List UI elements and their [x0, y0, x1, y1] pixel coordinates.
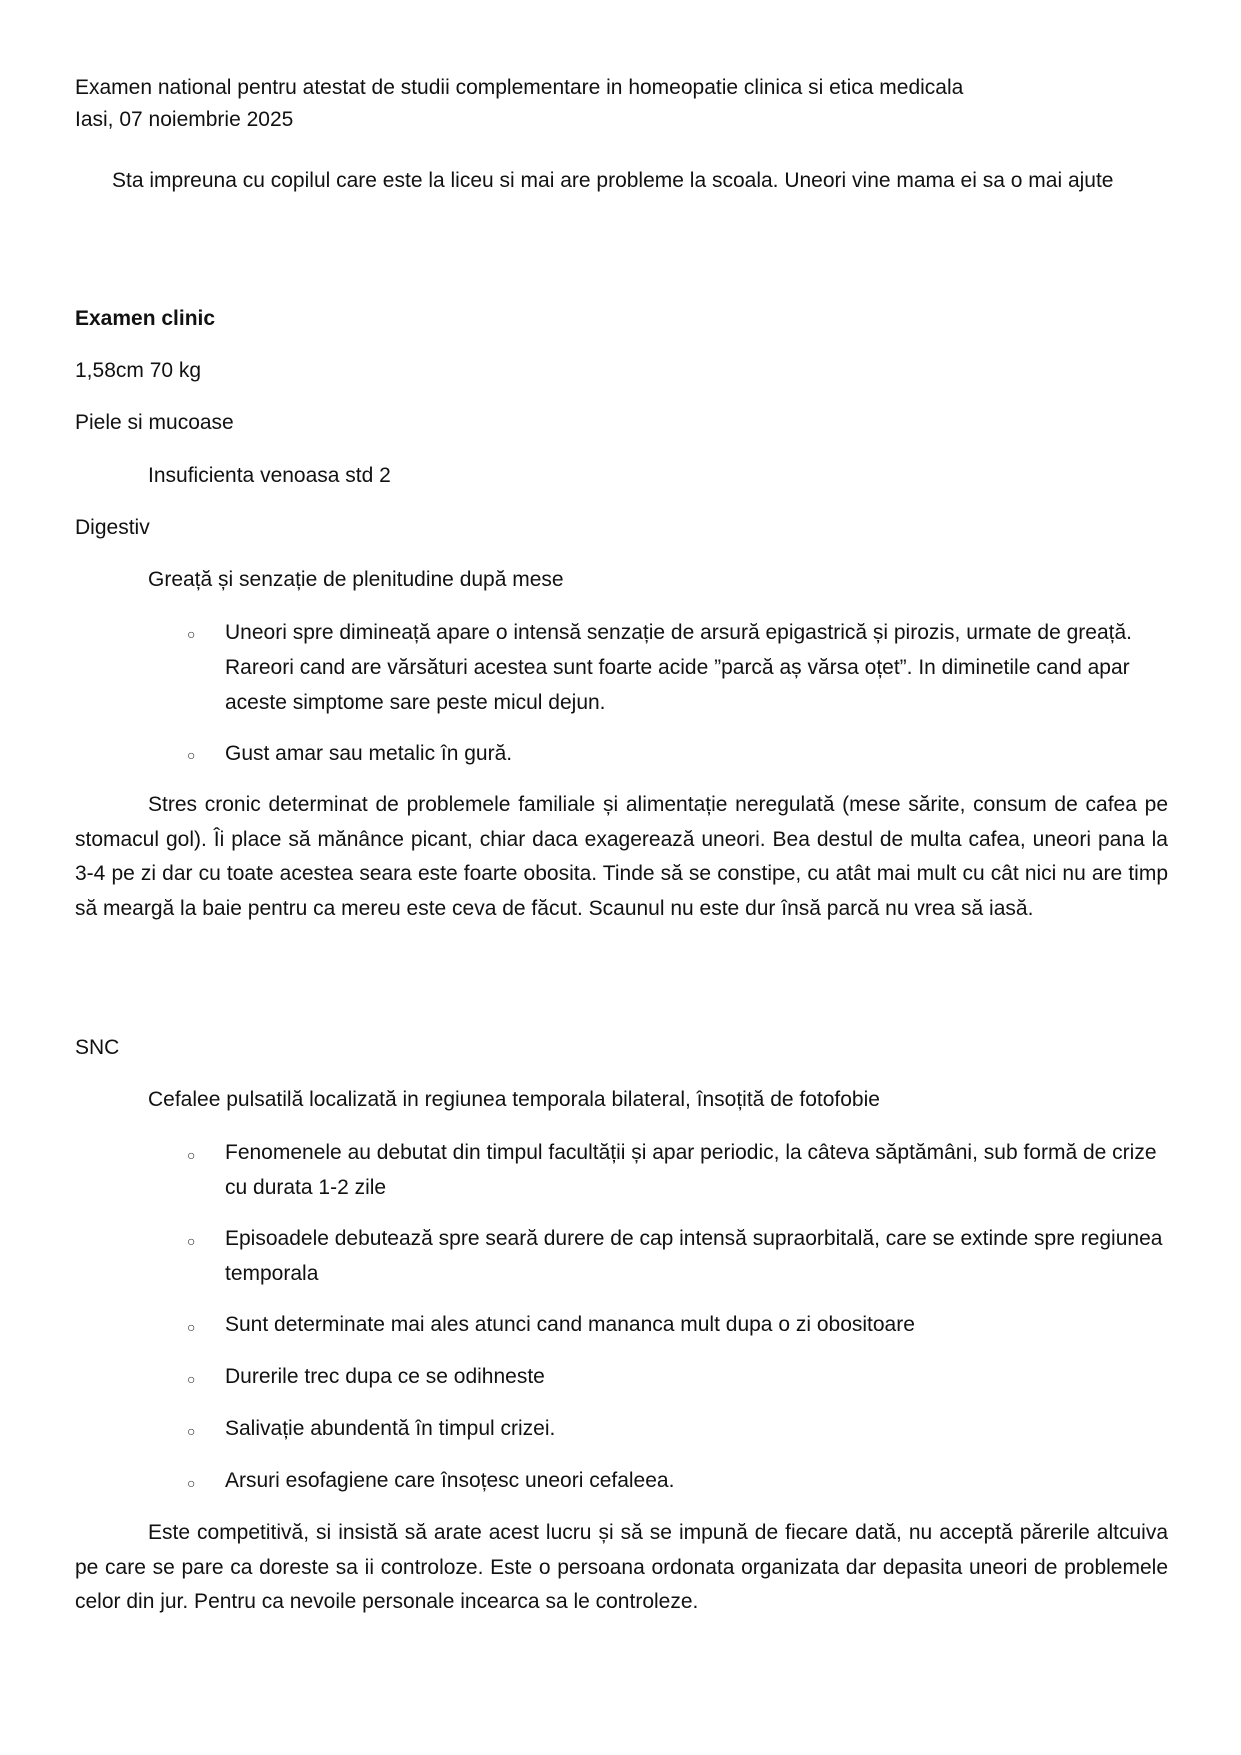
cns-bullet: Salivație abundentă în timpul crizei.: [225, 1417, 556, 1440]
cns-bullet: Sunt determinate mai ales atunci cand mananca mult dupa o zi obositoare: [225, 1313, 915, 1336]
bullet-circle-icon: ○: [187, 1233, 196, 1249]
digestive-bullet: Gust amar sau metalic în gură.: [225, 742, 513, 765]
digestive-bullet: Uneori spre dimineață apare o intensă senzație de arsură epigastrică și pirozis, urmate de greață. Rareori cand are vărsături acestea sunt foarte acide ”parcă aș vărsa oțet”. In diminetile cand apar aceste simptome sare peste micul dejun.: [225, 621, 1132, 714]
bullet-circle-icon: ○: [187, 1475, 196, 1491]
document-title: Examen national pentru atestat de studii complementare in homeopatie clinica si etica medicala: [75, 76, 964, 99]
cns-bullet: Arsuri esofagiene care însoțesc uneori cefaleea.: [225, 1469, 675, 1492]
digestive-label: Digestiv: [75, 516, 150, 539]
cns-label: SNC: [75, 1036, 120, 1059]
cns-subheading: Cefalee pulsatilă localizată in regiunea temporala bilateral, însoțită de fotofobie: [148, 1088, 880, 1111]
digestive-subheading: Greață și senzație de plenitudine după mese: [148, 568, 564, 591]
bullet-circle-icon: ○: [187, 1319, 196, 1335]
intro-paragraph: Sta impreuna cu copilul care este la liceu si mai are probleme la scoala. Uneori vine mama ei sa o mai ajute: [112, 169, 1114, 192]
bullet-circle-icon: ○: [187, 747, 196, 763]
skin-label: Piele si mucoase: [75, 411, 234, 434]
personality-paragraph: Este competitivă, si insistă să arate acest lucru și să se impună de fiecare dată, nu acceptă părerile altcuiva pe care se pare ca doreste sa ii controloze. Este o persoana ordonata organizata dar depasita uneori de problemele celor din jur. Pentru ca nevoile personale incearca sa le controleze.: [75, 1521, 1168, 1613]
section-heading-examen-clinic: Examen clinic: [75, 307, 216, 330]
cns-bullet: Fenomenele au debutat din timpul facultății și apar periodic, la câteva săptămâni, sub formă de crize cu durata 1-2 zile: [225, 1141, 1157, 1199]
bullet-circle-icon: ○: [187, 1371, 196, 1387]
bullet-circle-icon: ○: [187, 1423, 196, 1439]
cns-bullet: Durerile trec dupa ce se odihneste: [225, 1365, 545, 1388]
bullet-circle-icon: ○: [187, 626, 196, 642]
measurements: 1,58cm 70 kg: [75, 359, 202, 382]
place-date: Iasi, 07 noiembrie 2025: [75, 108, 294, 131]
digestive-paragraph: Stres cronic determinat de problemele familiale și alimentație neregulată (mese sărite, consum de cafea pe stomacul gol). Îi place să mănânce picant, chiar daca exagerează uneori. Bea destul de multa cafea, uneori pana la 3-4 pe zi dar cu toate acestea seara este foarte obosita. Tinde să se constipe, cu atât mai mult cu cât nici nu are timp să meargă la baie pentru ca mereu este ceva de făcut. Scaunul nu este dur însă parcă nu vrea să iasă.: [75, 793, 1168, 920]
bullet-circle-icon: ○: [187, 1147, 196, 1163]
cns-bullet: Episoadele debutează spre seară durere de cap intensă supraorbitală, care se extinde spre regiunea temporala: [225, 1227, 1163, 1285]
skin-finding: Insuficienta venoasa std 2: [148, 464, 391, 487]
